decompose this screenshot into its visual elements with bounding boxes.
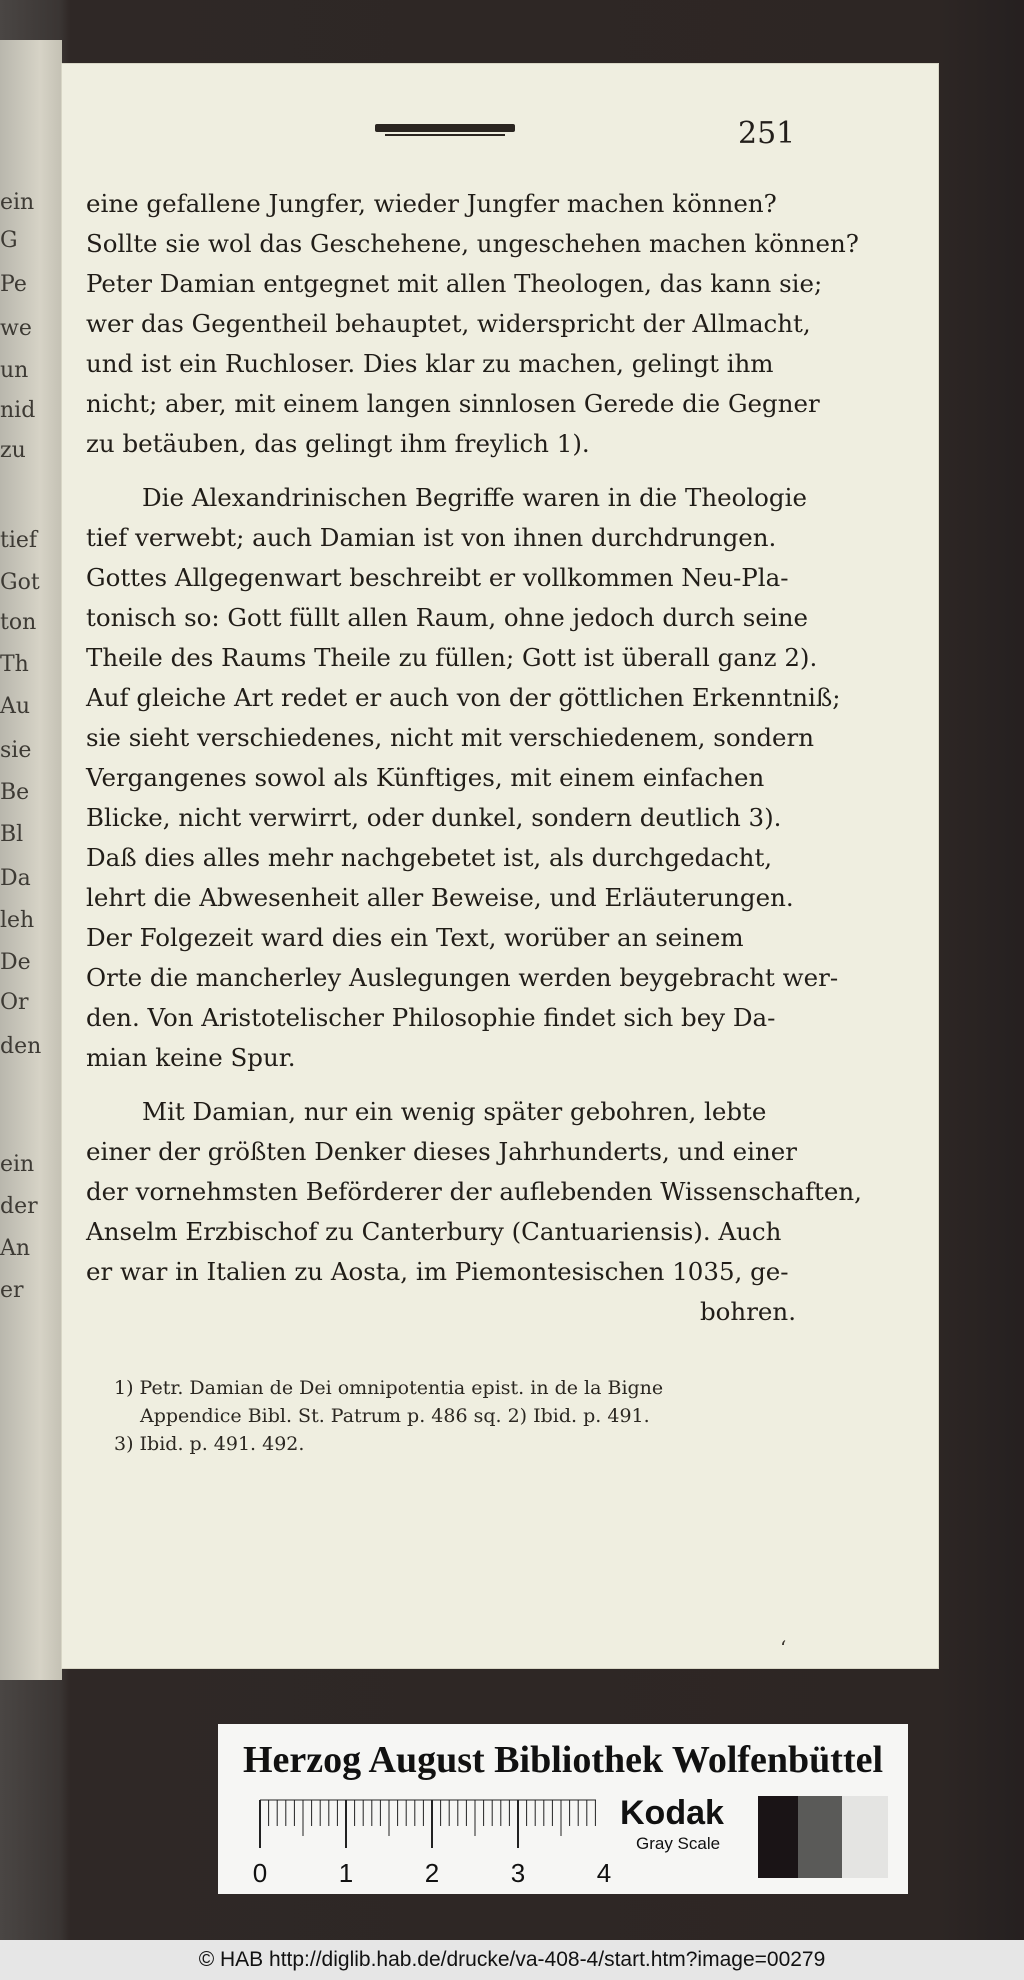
text-line: eine gefallene Jungfer, wieder Jungfer machen können? [86,189,777,218]
text-line: Mit Damian, nur ein wenig später gebohren, lebte [142,1097,767,1126]
ruler-label: 2 [424,1858,440,1888]
brand-subtitle: Gray Scale [636,1834,721,1853]
text-line: Sollte sie wol das Geschehene, ungeschehen machen können? [86,229,859,258]
text-line: den. Von Aristotelischer Philosophie findet sich bey Da- [86,1003,776,1032]
ruler-labels [253,1858,611,1888]
text-line: Theile des Raums Theile zu füllen; Gott ist überall ganz 2). [86,643,818,672]
text-line: er war in Italien zu Aosta, im Piemontesischen 1035, ge- [86,1257,789,1286]
footnote-line: 3) Ibid. p. 491. 492. [114,1433,305,1455]
text-line: Vergangenes sowol als Künftiges, mit einem einfachen [86,763,765,792]
ruler-label: 0 [252,1858,268,1888]
text-line: tonisch so: Gott füllt allen Raum, ohne jedoch durch seine [86,603,808,632]
text-line: Orte die mancherley Auslegungen werden beygebracht wer- [86,963,839,992]
footnote-line: 1) Petr. Damian de Dei omnipotentia epist. in de la Bigne [114,1377,664,1399]
color-target [218,1724,908,1894]
text-line: der vornehmsten Beförderer der auflebenden Wissenschaften, [86,1177,862,1206]
text-line: Die Alexandrinischen Begriffe waren in die Theologie [142,483,807,512]
text-line: mian keine Spur. [86,1043,296,1072]
text-line: Der Folgezeit ward dies ein Text, worüber an seinem [86,923,744,952]
gray-swatch [798,1796,842,1878]
header-ornament [375,124,515,132]
text-line: Peter Damian entgegnet mit allen Theologen, das kann sie; [86,269,823,298]
text-line: lehrt die Abwesenheit aller Beweise, und Erläuterungen. [86,883,794,912]
text-line: sie sieht verschiedenes, nicht mit verschiedenem, sondern [86,723,815,752]
gray-swatch [842,1796,888,1878]
text-line: tief verwebt; auch Damian ist von ihnen durchdrungen. [86,523,777,552]
book-page [62,64,938,1668]
text-line: nicht; aber, mit einem langen sinnlosen Gerede die Gegner [86,389,820,418]
signature-mark: ʻ [780,1636,787,1660]
scale-ruler [242,1796,612,1892]
text-line: Anselm Erzbischof zu Canterbury (Cantuariensis). Auch [86,1217,782,1246]
text-line: Auf gleiche Art redet er auch von der göttlichen Erkenntniß; [86,683,841,712]
footnotes [114,1374,804,1458]
text-line: einer der größten Denker dieses Jahrhunderts, und einer [86,1137,797,1166]
text-line: zu betäuben, das gelingt ihm freylich 1). [86,429,590,458]
ruler-label: 4 [596,1858,612,1888]
previous-page-edge: ein G Pe we un nid zu tief Got ton Th Au sie Be Bl Da leh De Or den ein der An er [0,40,62,1680]
ruler-ticks [260,1800,596,1848]
text-line: wer das Gegentheil behauptet, widerspricht der Allmacht, [86,309,811,338]
text-line: Daß dies alles mehr nachgebetet ist, als durchgedacht, [86,843,773,872]
ruler-label: 3 [510,1858,526,1888]
brand-logo: Kodak [620,1794,724,1832]
ruler-label: 1 [338,1858,354,1888]
text-line: Blicke, nicht verwirrt, oder dunkel, sondern deutlich 3). [86,803,782,832]
text-line: und ist ein Ruchloser. Dies klar zu machen, gelingt ihm [86,349,774,378]
body-text [86,184,862,1332]
copyright-footer: © HAB http://diglib.hab.de/drucke/va-408-4/start.htm?image=00279 [0,1940,1024,1980]
footnote-line: Appendice Bibl. St. Patrum p. 486 sq. 2) Ibid. p. 491. [140,1405,650,1427]
text-line: Gottes Allgegenwart beschreibt er vollkommen Neu-Pla- [86,563,789,592]
page-number: 251 [738,116,796,151]
text-line: bohren. [700,1297,796,1326]
gray-swatch [758,1796,798,1878]
library-name: Herzog August Bibliothek Wolfenbüttel [242,1739,884,1781]
